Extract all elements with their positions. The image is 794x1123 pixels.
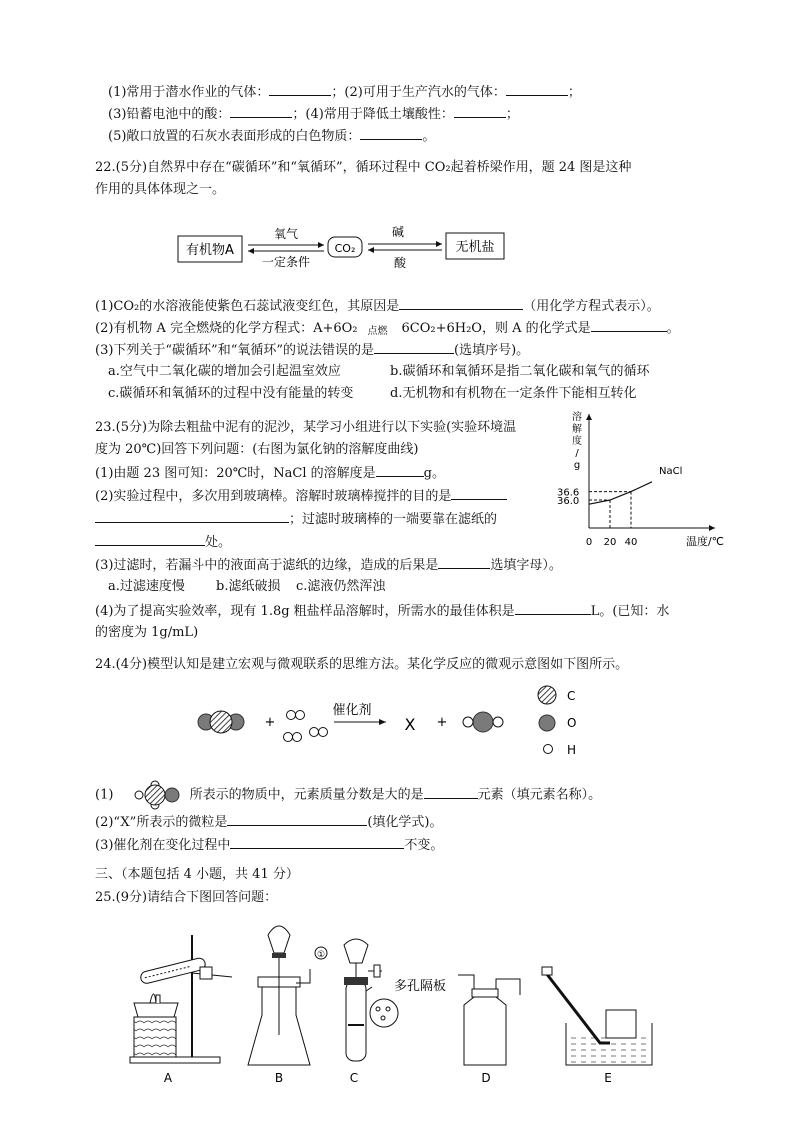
answer-blank[interactable] bbox=[360, 126, 422, 140]
answer-blank[interactable] bbox=[376, 463, 424, 477]
apparatus-d-icon bbox=[458, 975, 520, 1065]
series-label-nacl: NaCl bbox=[659, 466, 683, 477]
q23-option-b: b.滤纸破损 bbox=[216, 579, 281, 594]
apparatus-b-icon bbox=[248, 926, 310, 1065]
answer-blank[interactable] bbox=[269, 82, 331, 96]
y-axis-arrow-icon bbox=[586, 414, 592, 420]
box-inorganic-label: 无机盐 bbox=[455, 240, 495, 255]
q21-text: 。 bbox=[422, 129, 436, 144]
q23-text: L。(已知：水 bbox=[590, 604, 670, 619]
q24-text: (填化学式)。 bbox=[367, 815, 443, 830]
label-base: 碱 bbox=[391, 225, 405, 239]
apparatus-a-icon bbox=[130, 935, 232, 1063]
q25-intro: 25.(9分)请结合下图回答问题： bbox=[95, 890, 278, 905]
carbon-atom-icon bbox=[538, 686, 556, 704]
answer-blank[interactable] bbox=[95, 509, 289, 523]
answer-blank[interactable] bbox=[591, 318, 667, 332]
q21-text: ； bbox=[567, 85, 581, 100]
carbon-cycle-diagram bbox=[170, 220, 510, 272]
q24-s2 bbox=[95, 812, 442, 832]
y-axis-label-char: / bbox=[575, 448, 579, 459]
box-organic-label: 有机物A bbox=[186, 243, 234, 258]
q24-text: 元素（填元素名称）。 bbox=[477, 787, 602, 803]
legend-o: O bbox=[567, 716, 577, 730]
arrow-head-icon bbox=[436, 241, 442, 247]
label-d: D bbox=[481, 1071, 491, 1085]
answer-blank[interactable] bbox=[454, 104, 506, 118]
atom-legend bbox=[538, 686, 576, 757]
x-label: X bbox=[404, 715, 416, 734]
lab-apparatus-figure bbox=[120, 915, 680, 1095]
q21-text: (1)常用于潜水作业的气体： bbox=[108, 85, 270, 100]
q23-option-a: a.过滤速度慢 bbox=[108, 579, 185, 594]
q23-text: (1)由题 23 图可知：20℃时，NaCl 的溶解度是 bbox=[95, 466, 376, 481]
q23-text: ；过滤时玻璃棒的一端要靠在滤纸的 bbox=[289, 512, 498, 527]
q22-s1 bbox=[95, 296, 660, 316]
q22-text: (选填序号)。 bbox=[454, 343, 530, 358]
plus-sign: + bbox=[436, 715, 448, 730]
q24-intro: 24.(4分)模型认知是建立宏观与微观联系的思维方法。某化学反应的微观示意图如下图所示。 bbox=[95, 657, 629, 672]
q21-line3 bbox=[108, 126, 435, 146]
label-condition: 一定条件 bbox=[261, 255, 311, 269]
y-axis-label-char: 度 bbox=[572, 436, 582, 447]
nacl-solubility-line bbox=[589, 482, 652, 504]
label-e: E bbox=[604, 1071, 612, 1085]
q23-s2-end bbox=[95, 532, 231, 552]
legend-c: C bbox=[567, 689, 576, 703]
q22-text: (2)有机物 A 完全燃烧的化学方程式：A+6O₂ bbox=[95, 321, 358, 336]
q24-s1 bbox=[95, 780, 601, 810]
q21-text: (5)敞口放置的石灰水表面形成的白色物质： bbox=[108, 129, 361, 144]
section-heading: 三、（本题包括 4 小题，共 41 分） bbox=[95, 867, 299, 882]
label-b: B bbox=[274, 1071, 284, 1085]
label-oxygen: 氧气 bbox=[273, 227, 299, 241]
plus-sign: + bbox=[264, 715, 276, 730]
porous-plate-label: 多孔隔板 bbox=[393, 979, 447, 994]
q22-intro2: 作用的具体体现之一。 bbox=[95, 182, 226, 197]
q22-option-d: d.无机物和有机物在一定条件下能相互转化 bbox=[390, 386, 637, 401]
q23-s3 bbox=[95, 555, 562, 575]
q23-text: (4)为了提高实验效率，现有 1.8g 粗盐样品溶解时，所需水的最佳体积是 bbox=[95, 604, 515, 619]
catalyst-label: 催化剂 bbox=[332, 703, 372, 718]
q22-text: （用化学方程式表示）。 bbox=[523, 299, 660, 314]
label-c: C bbox=[349, 1071, 359, 1085]
answer-blank[interactable] bbox=[506, 82, 568, 96]
q23-intro1: 23.(5分)为除去粗盐中泥有的泥沙，某学习小组进行以下实验(实验环境温 bbox=[95, 420, 517, 435]
q22-s2 bbox=[95, 318, 680, 338]
arrow-head-icon bbox=[248, 248, 254, 254]
q23-intro2: 度为 20℃)回答下列问题：(右图为氯化钠的溶解度曲线) bbox=[95, 442, 419, 457]
y-axis-label-char: 解 bbox=[572, 424, 582, 435]
solubility-chart bbox=[555, 408, 725, 550]
q23-s1 bbox=[95, 463, 445, 483]
q22-intro1: 22.(5分)自然界中存在“碳循环”和“氧循环”，循环过程中 CO₂起着桥梁作用，题 24 图是这种 bbox=[95, 160, 632, 175]
ignite-label: 点燃 bbox=[367, 326, 388, 337]
label-acid: 酸 bbox=[393, 256, 407, 270]
arrow-head-icon bbox=[379, 719, 386, 725]
q22-option-c: c.碳循环和氧循环的过程中没有能量的转变 bbox=[108, 386, 354, 401]
q24-text: 不变。 bbox=[404, 838, 444, 853]
q24-text: 所表示的物质中，元素质量分数是大的是 bbox=[189, 787, 424, 803]
hydrogen-atom-icon bbox=[544, 745, 553, 754]
x-axis-label: 温度/℃ bbox=[685, 535, 725, 548]
answer-blank[interactable] bbox=[230, 104, 292, 118]
answer-blank[interactable] bbox=[374, 340, 454, 354]
q22-s3 bbox=[95, 340, 529, 360]
answer-blank[interactable] bbox=[424, 785, 478, 799]
apparatus-e-icon bbox=[542, 967, 652, 1065]
q23-option-c: c.滤液仍然浑浊 bbox=[296, 579, 386, 594]
q21-text: ；(2)可用于生产汽水的气体： bbox=[331, 85, 506, 100]
q23-text: (2)实验过程中，多次用到玻璃棒。溶解时玻璃棒搅拌的目的是 bbox=[95, 489, 452, 504]
y-tick-label: 36.0 bbox=[557, 496, 580, 507]
oxygen-atom-icon bbox=[539, 715, 555, 731]
q22-text: 。 bbox=[666, 321, 680, 336]
apparatus-c-icon bbox=[315, 939, 398, 1061]
q21-line2 bbox=[108, 104, 519, 124]
reaction-diagram bbox=[190, 680, 590, 760]
q24-text: (3)催化剂在变化过程中 bbox=[95, 838, 231, 853]
x-tick-label: 40 bbox=[624, 537, 638, 548]
q21-text: ； bbox=[505, 107, 519, 122]
arrow-head-icon bbox=[318, 242, 324, 248]
q21-text: ；(4)常用于降低土壤酸性： bbox=[292, 107, 454, 122]
x-tick-label: 20 bbox=[603, 537, 617, 548]
q23-s4 bbox=[95, 601, 669, 621]
q22-option-b: b.碳循环和氧循环是指二氧化碳和氧气的循环 bbox=[390, 364, 650, 379]
q21-text: (3)铅蓄电池中的酸： bbox=[108, 107, 231, 122]
answer-blank[interactable] bbox=[230, 835, 404, 849]
y-axis-label-char: 溶 bbox=[572, 412, 582, 423]
q23-text: (3)过滤时，若漏斗中的液面高于滤纸的边缘，造成的后果是 bbox=[95, 558, 439, 573]
q24-text: (1) bbox=[95, 787, 114, 803]
ch4o-molecule-icon bbox=[128, 780, 188, 810]
answer-blank[interactable] bbox=[451, 486, 507, 500]
circle-label: ① bbox=[316, 950, 326, 960]
q23-text: 处。 bbox=[205, 535, 232, 550]
q21-line1 bbox=[108, 82, 581, 102]
q23-s2 bbox=[95, 486, 507, 506]
h2o-molecule-icon bbox=[463, 712, 503, 732]
legend-h: H bbox=[567, 743, 577, 757]
q23-text: 选填字母）。 bbox=[490, 558, 562, 573]
q23-s4-cont: 的密度为 1g/mL) bbox=[95, 625, 199, 640]
q22-text: 6CO₂+6H₂O，则 A 的化学式是 bbox=[401, 321, 591, 336]
answer-blank[interactable] bbox=[399, 296, 523, 310]
q22-text: (3)下列关于“碳循环”和“氧循环”的说法错误的是 bbox=[95, 343, 374, 358]
answer-blank[interactable] bbox=[515, 601, 591, 615]
box-co2-label: CO₂ bbox=[334, 242, 356, 255]
q24-s3 bbox=[95, 835, 443, 855]
h2-molecules-icon bbox=[284, 711, 328, 742]
q22-option-a: a.空气中二氧化碳的增加会引起温室效应 bbox=[108, 364, 341, 379]
answer-blank[interactable] bbox=[227, 812, 367, 826]
answer-blank[interactable] bbox=[438, 555, 490, 569]
q22-text: (1)CO₂的水溶液能使紫色石蕊试液变红色，其原因是 bbox=[95, 299, 400, 314]
answer-blank[interactable] bbox=[95, 532, 205, 546]
q24-text: (2)“X”所表示的微粒是 bbox=[95, 815, 228, 830]
arrow-head-icon bbox=[368, 247, 374, 253]
label-a: A bbox=[163, 1071, 173, 1085]
co2-molecule-icon bbox=[198, 711, 244, 733]
q23-text: g。 bbox=[423, 466, 445, 481]
x-axis-arrow-icon bbox=[709, 525, 715, 531]
x-tick-label: 0 bbox=[585, 537, 593, 548]
y-axis-label-char: g bbox=[573, 460, 581, 471]
y-tick-label: 36.6 bbox=[557, 487, 580, 499]
q23-s2-cont bbox=[95, 509, 497, 529]
